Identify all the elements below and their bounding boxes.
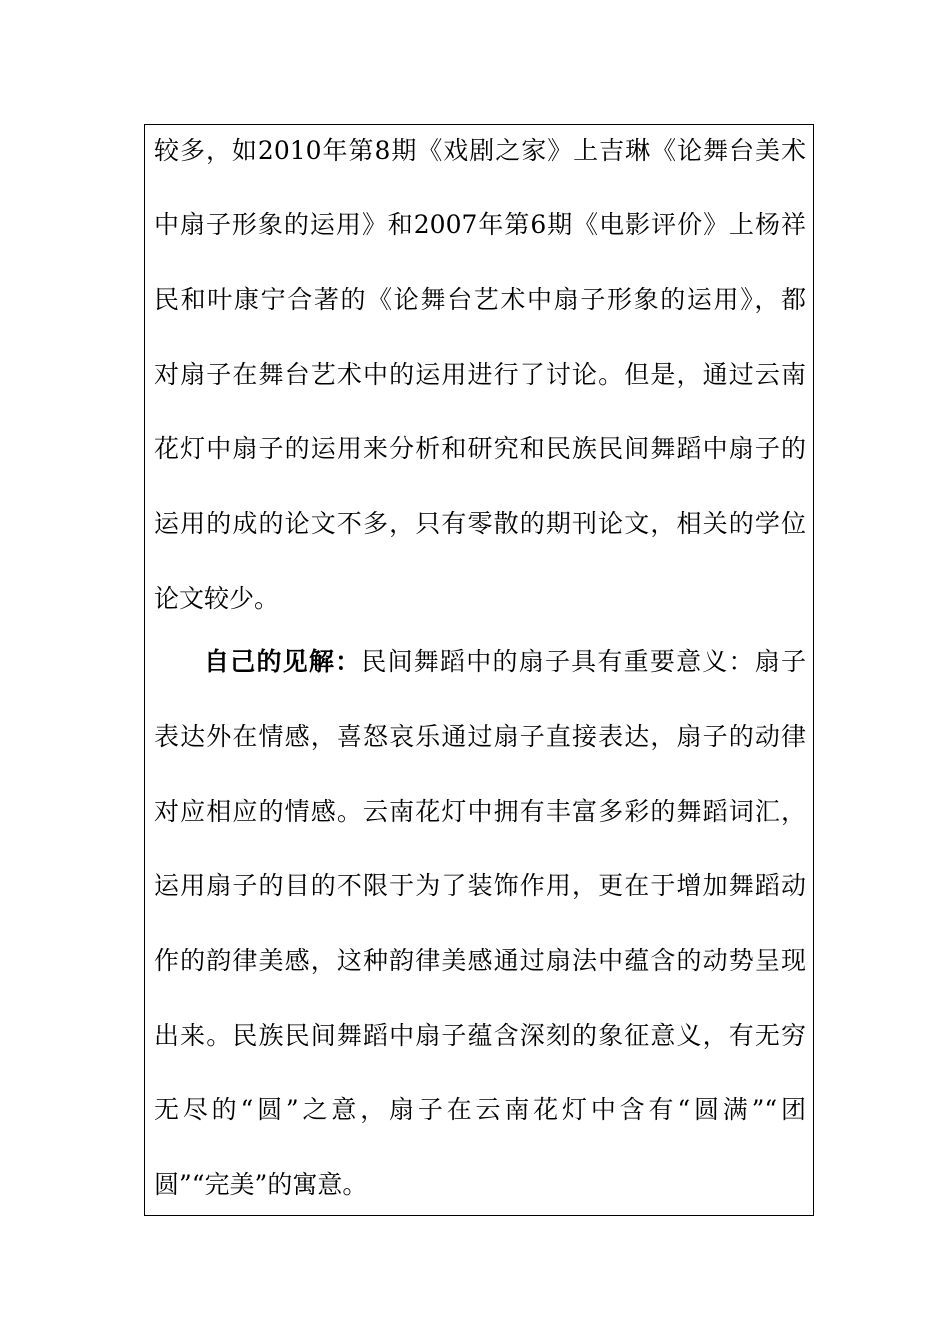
paragraph1-line-4: 对扇子在舞台艺术中的运用进行了讨论。但是，通过云南 (154, 360, 806, 389)
paragraph2-line-3: 对应相应的情感。云南花灯中拥有丰富多彩的舞蹈词汇， (154, 797, 806, 826)
paragraph1-line-2: 中扇子形象的运用》和2007年第6期《电影评价》上杨祥 (154, 210, 806, 239)
paragraph2-line-6: 出来。民族民间舞蹈中扇子蕴含深刻的象征意义，有无穷 (154, 1021, 806, 1050)
paragraph1-line-7: 论文较少。 (154, 584, 280, 613)
paragraph1-line-6: 运用的成的论文不多，只有零散的期刊论文，相关的学位 (154, 509, 806, 538)
paragraph2-first-line (204, 647, 806, 677)
paragraph2-line-7: 无尽的“圆”之意，扇子在云南花灯中含有“圆满”“团 (154, 1095, 806, 1124)
paragraph2-first-line-text: 民间舞蹈中的扇子具有重要意义：扇子 (361, 647, 806, 676)
paragraph2-line-4: 运用扇子的目的不限于为了装饰作用，更在于增加舞蹈动 (154, 871, 806, 900)
paragraph1-line-5: 花灯中扇子的运用来分析和研究和民族民间舞蹈中扇子的 (154, 434, 806, 463)
paragraph1-line-1: 较多，如2010年第8期《戏剧之家》上吉琳《论舞台美术 (154, 136, 806, 165)
paragraph2-line-5: 作的韵律美感，这种韵律美感通过扇法中蕴含的动势呈现 (154, 946, 806, 975)
opinion-heading: 自己的见解： (204, 647, 362, 676)
paragraph2-line-2: 表达外在情感，喜怒哀乐通过扇子直接表达，扇子的动律 (154, 722, 806, 751)
paragraph1-line-3: 民和叶康宁合著的《论舞台艺术中扇子形象的运用》，都 (154, 285, 806, 314)
paragraph2-line-8: 圆”“完美”的寓意。 (154, 1170, 368, 1199)
